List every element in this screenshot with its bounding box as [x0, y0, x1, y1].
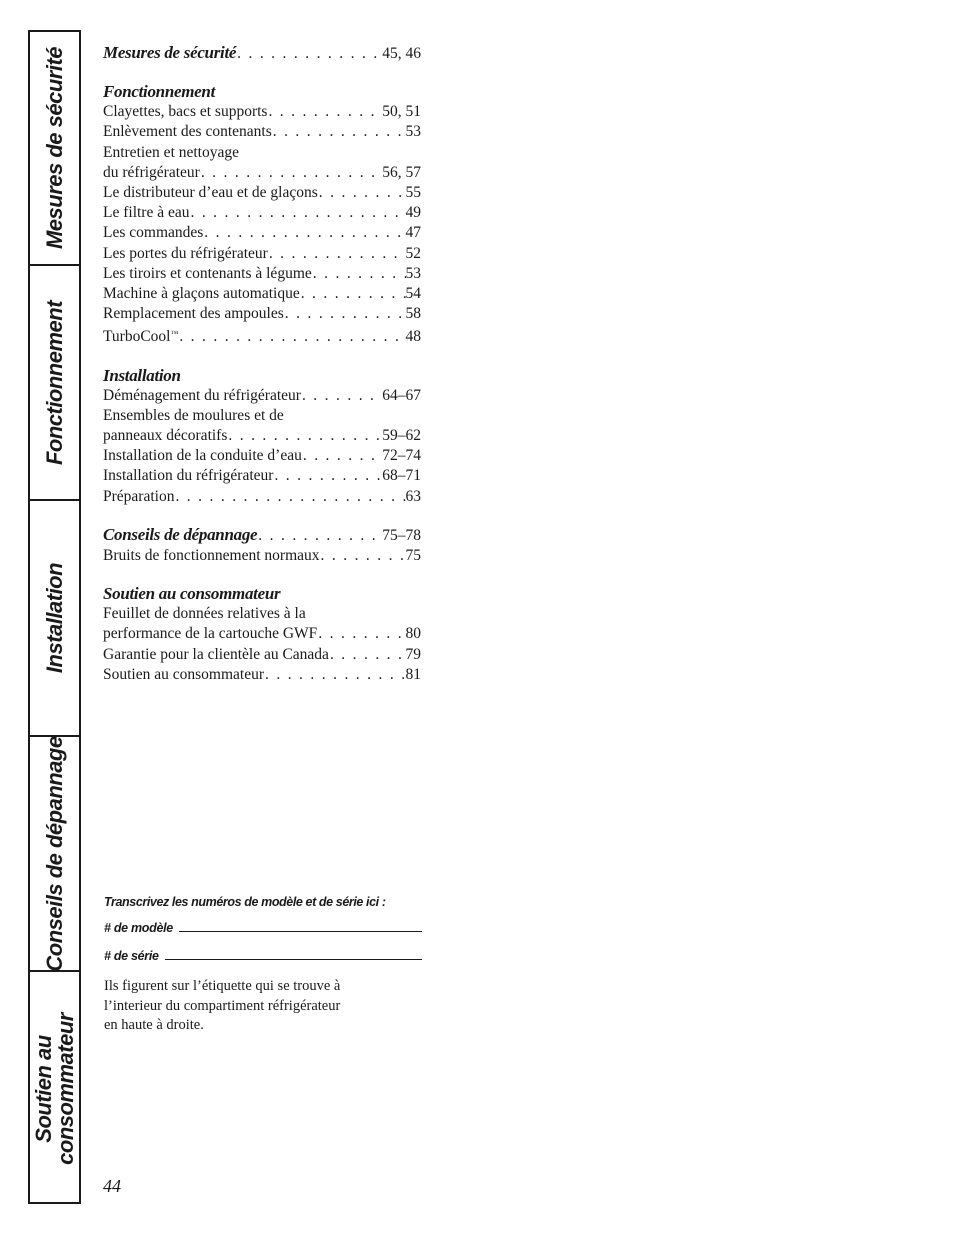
page-reference: 47 [405, 224, 421, 242]
toc-entry[interactable] [103, 386, 421, 406]
dot-leader [178, 327, 405, 347]
page-reference: 56, 57 [382, 163, 421, 181]
entry-label: Garantie pour la clientèle au Canada [103, 645, 329, 663]
entry-label: Le distributeur d’eau et de glaçons [103, 184, 318, 202]
tab-installation[interactable] [30, 501, 79, 737]
dot-leader [312, 264, 406, 284]
tab-label: Conseils de dépannage [41, 735, 67, 972]
dot-leader [257, 526, 382, 546]
entry-label: Remplacement des ampoules [103, 305, 284, 323]
section-title: Conseils de dépannage [103, 524, 258, 544]
tab-label: Mesures de sécurité [41, 46, 67, 250]
dot-leader [300, 284, 406, 304]
page-reference: 80 [405, 625, 421, 643]
toc-entry[interactable] [103, 446, 421, 466]
dot-leader [236, 44, 382, 64]
entry-label: Machine à glaçons automatique [103, 285, 300, 303]
page-reference: 55 [405, 184, 421, 202]
toc-section [103, 365, 421, 507]
entry-text [103, 487, 174, 507]
toc-entry[interactable] [103, 183, 421, 203]
entry-text [103, 122, 272, 142]
toc-entry[interactable] [103, 324, 421, 347]
toc-section-heading[interactable] [103, 583, 421, 604]
serial-number-label: # de série [104, 949, 159, 963]
toc-entry[interactable] [103, 223, 421, 243]
entry-text [103, 304, 284, 324]
toc-entry-continued[interactable]: Ensembles de moulures et de [103, 406, 284, 424]
entry-text [103, 466, 273, 486]
tab-fonctionnement[interactable] [30, 266, 79, 501]
dot-leader [267, 102, 382, 122]
model-number-label: # de modèle [104, 921, 173, 935]
record-heading: Transcrivez les numéros de modèle et de série ici : [104, 895, 386, 909]
page-reference: 53 [405, 264, 421, 282]
toc-entry[interactable] [103, 102, 421, 122]
dot-leader [189, 203, 405, 223]
entry-text [103, 183, 318, 203]
entry-text [103, 163, 200, 183]
entry-text [103, 102, 267, 122]
page-reference: 75 [405, 547, 421, 565]
section-title: Fonctionnement [103, 82, 215, 102]
entry-label: Bruits de fonctionnement normaux [103, 547, 320, 565]
dot-leader [227, 426, 382, 446]
toc-entry[interactable] [103, 284, 421, 304]
toc-section [103, 583, 421, 685]
dot-leader [264, 665, 406, 685]
dot-leader [302, 446, 382, 466]
toc-entry[interactable] [103, 122, 421, 142]
section-title: Soutien au consommateur [103, 584, 281, 604]
page-reference: 68–71 [382, 467, 421, 485]
dot-leader [301, 386, 382, 406]
entry-label: Les tiroirs et contenants à légume [103, 264, 312, 282]
entry-text [103, 624, 317, 644]
note-line: en haute à droite. [104, 1017, 204, 1033]
page-reference: 81 [405, 665, 421, 683]
entry-label: TurboCool [103, 328, 171, 346]
tab-soutien-au-consommateur[interactable] [30, 972, 79, 1206]
entry-text [103, 324, 178, 347]
section-title: Mesures de sécurité [103, 43, 237, 62]
toc-entry[interactable] [103, 624, 421, 644]
entry-label: performance de la cartouche GWF [103, 625, 318, 643]
toc-section-heading[interactable] [103, 42, 421, 64]
page-number: 44 [103, 1176, 121, 1196]
dot-leader [329, 645, 406, 665]
entry-text [103, 426, 227, 446]
toc-entry[interactable] [103, 203, 421, 223]
toc-entry[interactable] [103, 163, 421, 183]
page-reference: 52 [405, 244, 421, 262]
entry-label: Soutien au consommateur [103, 665, 264, 683]
dot-leader [200, 163, 382, 183]
dot-leader [284, 304, 406, 324]
entry-label: Le filtre à eau [103, 204, 190, 222]
model-number-field [104, 921, 422, 935]
note-line: Ils figurent sur l’étiquette qui se trouve à [104, 978, 341, 994]
toc-entry[interactable] [103, 487, 421, 507]
page-reference: 54 [405, 285, 421, 303]
entry-label: Enlèvement des contenants [103, 123, 272, 141]
entry-text [103, 645, 329, 665]
toc-section [103, 524, 421, 566]
record-note [104, 977, 422, 1036]
toc-section-heading[interactable] [103, 524, 421, 546]
toc-entry[interactable] [103, 546, 421, 566]
table-of-contents [103, 42, 421, 702]
page-reference: 79 [405, 645, 421, 663]
entry-text [103, 546, 320, 566]
trademark-symbol: ™ [170, 329, 179, 339]
model-serial-record [104, 895, 422, 1036]
page-reference: 49 [405, 204, 421, 222]
entry-label: Installation du réfrigérateur [103, 467, 274, 485]
entry-label: Déménagement du réfrigérateur [103, 386, 301, 404]
toc-section-heading[interactable] [103, 81, 421, 102]
page-reference: 53 [405, 123, 421, 141]
tab-conseils-de-depannage[interactable] [30, 737, 79, 972]
entry-text [103, 203, 189, 223]
entry-label: Les commandes [103, 224, 204, 242]
toc-entry-continued[interactable]: Entretien et nettoyage [103, 143, 239, 161]
note-line: l’interieur du compartiment réfrigérateur [104, 997, 341, 1014]
toc-section [103, 81, 421, 347]
tab-mesures-de-securite[interactable] [30, 32, 79, 266]
toc-entry[interactable] [103, 645, 421, 665]
entry-label: Préparation [103, 487, 175, 505]
serial-number-field [104, 949, 422, 963]
serial-number-line[interactable] [165, 959, 422, 960]
dot-leader [268, 244, 406, 264]
page-reference: 59–62 [382, 427, 421, 445]
entry-text [103, 284, 300, 304]
side-tab-strip [28, 30, 81, 1204]
toc-entry[interactable] [103, 665, 421, 685]
page-reference: 63 [405, 487, 421, 505]
dot-leader [203, 223, 405, 243]
entry-text [103, 223, 203, 243]
dot-leader [320, 546, 406, 566]
toc-entry[interactable] [103, 426, 421, 446]
entry-label: Les portes du réfrigérateur [103, 244, 268, 262]
toc-entry[interactable] [103, 304, 421, 324]
entry-text [103, 244, 268, 264]
dot-leader [273, 466, 382, 486]
page-reference: 58 [405, 305, 421, 323]
entry-label: du réfrigérateur [103, 163, 200, 181]
tab-label: Installation [41, 562, 67, 674]
entry-text [103, 446, 302, 466]
toc-entry[interactable] [103, 244, 421, 264]
tab-label: Fonctionnement [41, 300, 67, 465]
page-reference: 64–67 [382, 386, 421, 404]
entry-text [103, 665, 264, 685]
dot-leader [318, 183, 406, 203]
toc-entry-continued[interactable]: Feuillet de données relatives à la [103, 605, 306, 623]
page-reference: 48 [405, 328, 421, 346]
entry-text [103, 264, 312, 284]
page-reference: 50, 51 [382, 103, 421, 121]
entry-label: Clayettes, bacs et supports [103, 103, 268, 121]
page-reference: 75–78 [382, 526, 421, 544]
tab-label: Soutien au consommateur [30, 1013, 78, 1165]
toc-section [103, 42, 421, 64]
model-number-line[interactable] [179, 931, 422, 932]
toc-entry[interactable] [103, 264, 421, 284]
toc-section-heading[interactable] [103, 365, 421, 386]
dot-leader [272, 122, 406, 142]
page-reference: 72–74 [382, 447, 421, 465]
toc-entry[interactable] [103, 466, 421, 486]
page-reference: 45, 46 [382, 45, 421, 62]
dot-leader [317, 624, 405, 644]
entry-label: panneaux décoratifs [103, 427, 228, 445]
entry-text [103, 386, 301, 406]
section-title: Installation [103, 365, 181, 385]
entry-label: Installation de la conduite d’eau [103, 447, 302, 465]
dot-leader [174, 487, 405, 507]
